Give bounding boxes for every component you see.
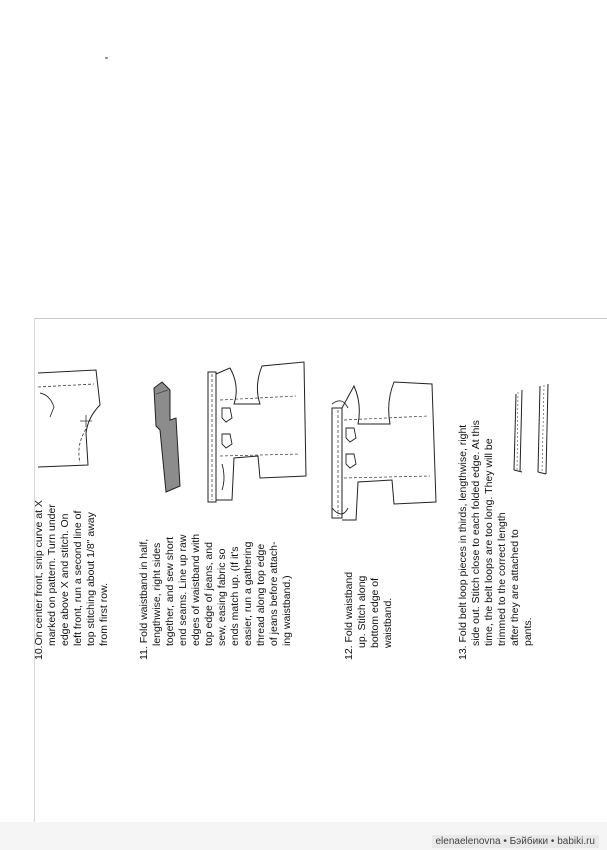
step-11-illustration — [150, 360, 310, 510]
scan-speck — [105, 57, 108, 59]
step-10-line: top stitching about 1/8" away — [85, 512, 97, 646]
step-13-line: after they are attached to — [509, 529, 521, 646]
step-11-line: 11. Fold waistband in half, — [138, 538, 150, 660]
step-11-line: lengthwise, right sides — [151, 542, 163, 646]
step-12-line: bottom edge of — [369, 577, 381, 648]
step-10-line: left front, run a second line of — [72, 510, 84, 646]
step-10-illustration — [36, 365, 136, 475]
step-11-line: easier, run a gathering — [242, 541, 254, 646]
step-10-line: edge above X and stitch. On — [59, 513, 71, 646]
step-10-text — [33, 500, 111, 660]
step-11-line: of jeans before attach- — [268, 541, 280, 646]
step-11-line: sew, easing fabric so — [216, 548, 228, 646]
step-13-line: time, the belt loops are too long. They will be — [483, 438, 495, 646]
step-11-line: ends match up. (If it's — [229, 546, 241, 646]
step-10-line: 10.On center front, snip curve at X — [33, 500, 45, 660]
step-13-line: side out. Stitch close to each folded edge. At this — [470, 420, 482, 646]
step-11-line: thread along top edge — [255, 543, 267, 646]
step-12-illustration — [328, 380, 440, 530]
step-11-text — [138, 534, 294, 660]
step-13-line: pants. — [522, 617, 534, 646]
step-11-line: together, and sew short — [164, 536, 176, 646]
step-10-line: marked on pattern. Turn under — [46, 504, 58, 646]
step-12-text — [343, 572, 395, 660]
watermark: elenaelenovna • Бэйбики • babiki.ru — [432, 835, 600, 848]
step-13-line: trimmed to the correct length — [496, 512, 508, 646]
step-12-line: waistband. — [382, 597, 394, 648]
step-12-line: 12. Fold waistband — [343, 571, 355, 660]
step-11-line: top edge of jeans, and — [203, 542, 215, 646]
step-12-line: up. Stitch along — [356, 575, 368, 648]
step-11-line: ing waistband.) — [281, 575, 293, 646]
page-fold-line — [34, 318, 607, 319]
step-13-illustration — [510, 380, 560, 480]
step-13-line: 13. Fold belt loop pieces in thirds, lengthwise, right — [457, 424, 469, 660]
step-11-line: edges of waistband with — [190, 533, 202, 646]
step-11-line: end seams. Line up raw — [177, 534, 189, 646]
step-10-line: from first row. — [98, 582, 110, 646]
